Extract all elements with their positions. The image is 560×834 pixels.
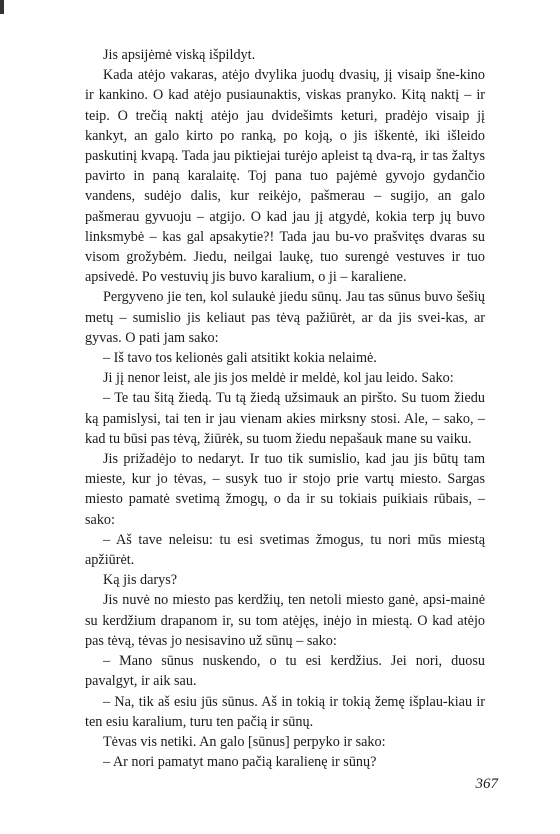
paragraph: Jis nuvė no miesto pas kerdžių, ten netoli miesto ganė, apsi-mainė su kerdžium drapanom ir, su tom atėjęs, inėjo in miestą. O kad atėjo pas tėvą, tėvas jo nesisavino už sūnų – sako:: [85, 592, 485, 649]
paragraph: Kada atėjo vakaras, atėjo dvylika juodų dvasių, jį visaip šne-kino ir kankino. O kad atėjo pusiaunaktis, viskas pranyko. Kitą naktį – ir teip. O trečią naktį atėjo jau dvidešimts keturi, pradėjo visaip jį kankyt, an galo kirto po ranką, po koją, o jis iškentė, iki išleido paskutinį kvapą. Tada jau piktiejai turėjo apleist tą dva-rą, ir tas žaltys pavirto in paną karalaitę. Toj pana tuo pajėmė gyvojo gydančio vandens, sudėjo dalis, kur reikėjo, pašmerau – sugijo, an galo pašmerau gyvuoju – atgijo. O kad jau jį atgydė, kokia terp jų buvo linksmybė – kas gal apsakytie?! Tada jau bu-vo prašvitęs dvaras su visom grožybėm. Jiedu, neilgai laukę, tuo surengė vestuves ir tuo apsivedė. Po vestuvių jis buvo karalium, o ji – karaliene.: [85, 67, 485, 286]
paragraph: Ji jį nenor leist, ale jis jos meldė ir meldė, kol jau leido. Sako:: [103, 370, 454, 387]
paragraph: – Na, tik aš esiu jūs sūnus. Aš in tokią ir tokią žemę išplau-kiau ir ten esiu karalium, turu ten pačią ir sūnų.: [85, 693, 485, 730]
paragraph: Jis apsijėmė viską išpildyt.: [103, 47, 256, 63]
paragraph: – Aš tave neleisu: tu esi svetimas žmogus, tu nori mūs miestą apžiūrėt.: [85, 531, 485, 569]
paragraph: – Iš tavo tos kelionės gali atsitikt kokia nelaimė.: [103, 350, 377, 367]
scan-edge-mark: [0, 0, 4, 14]
paragraph: Tėvas vis netiki. An galo [sūnus] perpyko ir sako:: [103, 733, 386, 750]
page-number: 367: [475, 776, 498, 792]
paragraph: Jis prižadėjo to nedaryt. Ir tuo tik sumislio, kad jau jis būtų tam mieste, kur jo tėvas, – susyk tuo ir stojo prie vartų miesto. Sargas miesto pamatė svetimą žmogų, o da ir su tokiais puikiais rūbais, – sako:: [85, 451, 485, 528]
paragraph: – Mano sūnus nuskendo, o tu esi kerdžius. Jei nori, duosu pavalgyt, ir aik sau.: [85, 653, 485, 690]
paragraph: Ką jis darys?: [103, 572, 178, 589]
body-text: [85, 45, 485, 772]
paragraph: – Ar nori pamatyt mano pačią karalienę ir sūnų?: [103, 754, 377, 771]
paragraph: Pergyveno jie ten, kol sulaukė jiedu sūnų. Jau tas sūnus buvo šešių metų – sumislio jis keliaut pas tėvą pažiūrėt, ar da jis svei-kas, ar gyvas. O pati jam sako:: [85, 289, 485, 346]
paragraph: – Te tau šitą žiedą. Tu tą žiedą užsimauk an piršto. Su tuom žiedu ką pamislysi, tai ten ir jau vienam akies mirksny stosi. Ale, – sako, – kad tu būsi pas tėvą, žiūrėk, su tuom žiedu nepašauk mane su vaiku.: [85, 390, 485, 447]
